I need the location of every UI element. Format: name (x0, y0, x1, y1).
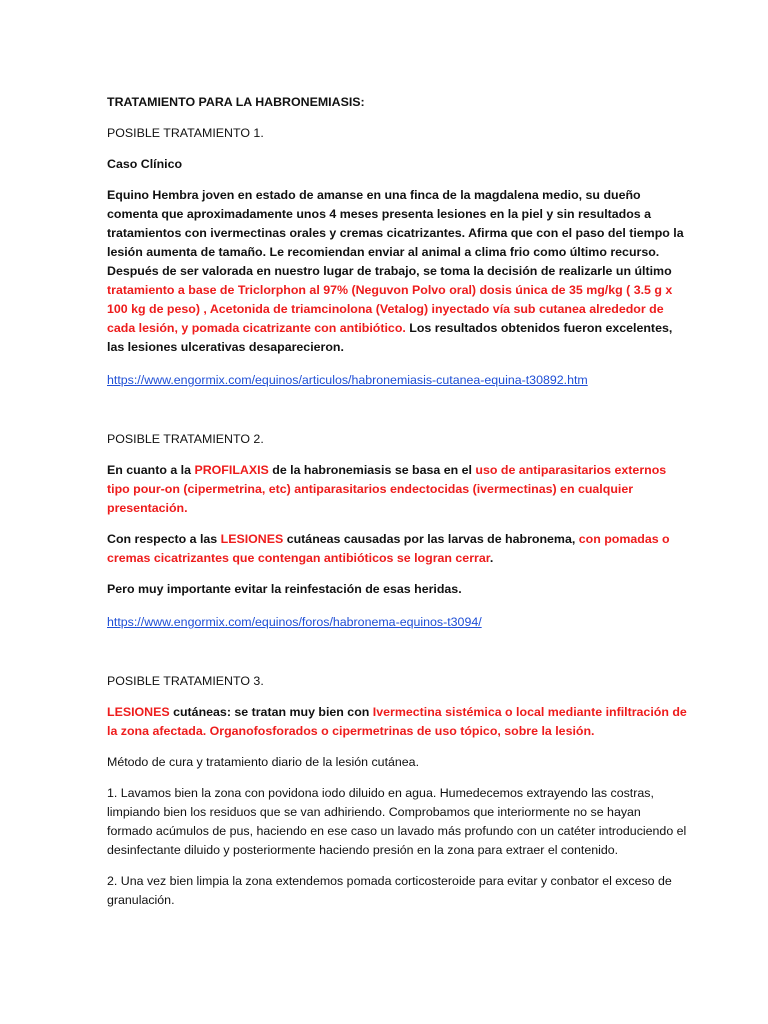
lesions-3-keyword: LESIONES (107, 705, 170, 719)
lesions-treatment: con pomadas o cremas cicatrizantes que contengan antibióticos se logran cerrar (107, 532, 670, 565)
step-1: 1. Lavamos bien la zona con povidona iodo diluido en agua. Humedecemos extrayendo las costras, limpiando bien los residuos que se van adhiriendo. Comprobamos que interiormente no se hayan formado acúmulos de pus, haciendo en ese caso un lavado más profundo con un catéter introduciendo el desinfectante diluido y posteriormente haciendo presión en la zona para extraer el contenido. (107, 786, 687, 857)
treatment-2-heading: POSIBLE TRATAMIENTO 2. (107, 432, 264, 446)
treatment-2-link[interactable]: https://www.engormix.com/equinos/foros/habronema-equinos-t3094/ (107, 615, 482, 629)
prophylaxis-paragraph (107, 461, 688, 518)
lesions-text-c: cutáneas causadas por las larvas de habronema, (283, 532, 579, 546)
lesions-3-paragraph (107, 703, 688, 741)
case-intro-text: Equino Hembra joven en estado de amanse en una finca de la magdalena medio, su dueño comenta que aproximadamente unos 4 meses presenta lesiones en la piel y sin resultados a tratamientos con ivermectinas orales y cremas cicatrizantes. Afirma que con el paso del tiempo la lesión aumenta de tamaño. Le recomiendan enviar al animal a clima frio como último recurso. Después de ser valorada en nuestro lugar de trabajo, se toma la decisión de realizarle un último (107, 188, 684, 278)
lesions-text-a: Con respecto a las (107, 532, 221, 546)
treatment-1-link-line (107, 371, 688, 390)
lesions-3-text-b: cutáneas: se tratan muy bien con (169, 705, 373, 719)
lesions-3-treatment: Ivermectina sistémica o local mediante infiltración de la zona afectada. Organofosforados o cipermetrinas de uso tópico, sobre la lesión. (107, 705, 687, 738)
case-result-text: Los resultados obtenidos fueron excelentes, las lesiones ulcerativas desaparecieron. (107, 321, 673, 354)
treatment-1-link[interactable]: https://www.engormix.com/equinos/articulos/habronemiasis-cutanea-equina-t30892.htm (107, 373, 588, 387)
case-heading: Caso Clínico (107, 157, 183, 171)
prophylaxis-text-a: En cuanto a la (107, 463, 195, 477)
treatment-2-link-line (107, 613, 688, 632)
lesions-paragraph (107, 530, 688, 568)
prophylaxis-keyword: PROFILAXIS (194, 463, 269, 477)
treatment-3-heading: POSIBLE TRATAMIENTO 3. (107, 674, 264, 688)
document-title: TRATAMIENTO PARA LA HABRONEMIASIS: (107, 95, 365, 109)
step-2: 2. Una vez bien limpia la zona extendemos pomada corticosteroide para evitar y conbator el exceso de granulación. (107, 874, 672, 907)
lesions-text-e: . (489, 551, 494, 565)
case-paragraph (107, 186, 688, 357)
method-heading: Método de cura y tratamiento diario de la lesión cutánea. (107, 755, 420, 769)
case-treatment-text: tratamiento a base de Triclorphon al 97% (Neguvon Polvo oral) dosis única de 35 mg/kg ( 3.5 g x 100 kg de peso) , Acetonida de triamcinolona (Vetalog) inyectado vía sub cutanea alrededor de cada lesión, y pomada cicatrizante con antibiótico. (107, 283, 673, 335)
lesions-keyword: LESIONES (220, 532, 284, 546)
prophylaxis-text-c: de la habronemiasis se basa en el (268, 463, 476, 477)
prophylaxis-treatment: uso de antiparasitarios externos tipo pour-on (cipermetrina, etc) antiparasitarios endectocidas (ivermectinas) en cualquier presentación. (107, 463, 667, 515)
treatment-1-heading: POSIBLE TRATAMIENTO 1. (107, 126, 264, 140)
reinfestation-note: Pero muy importante evitar la reinfestación de esas heridas. (107, 582, 462, 596)
